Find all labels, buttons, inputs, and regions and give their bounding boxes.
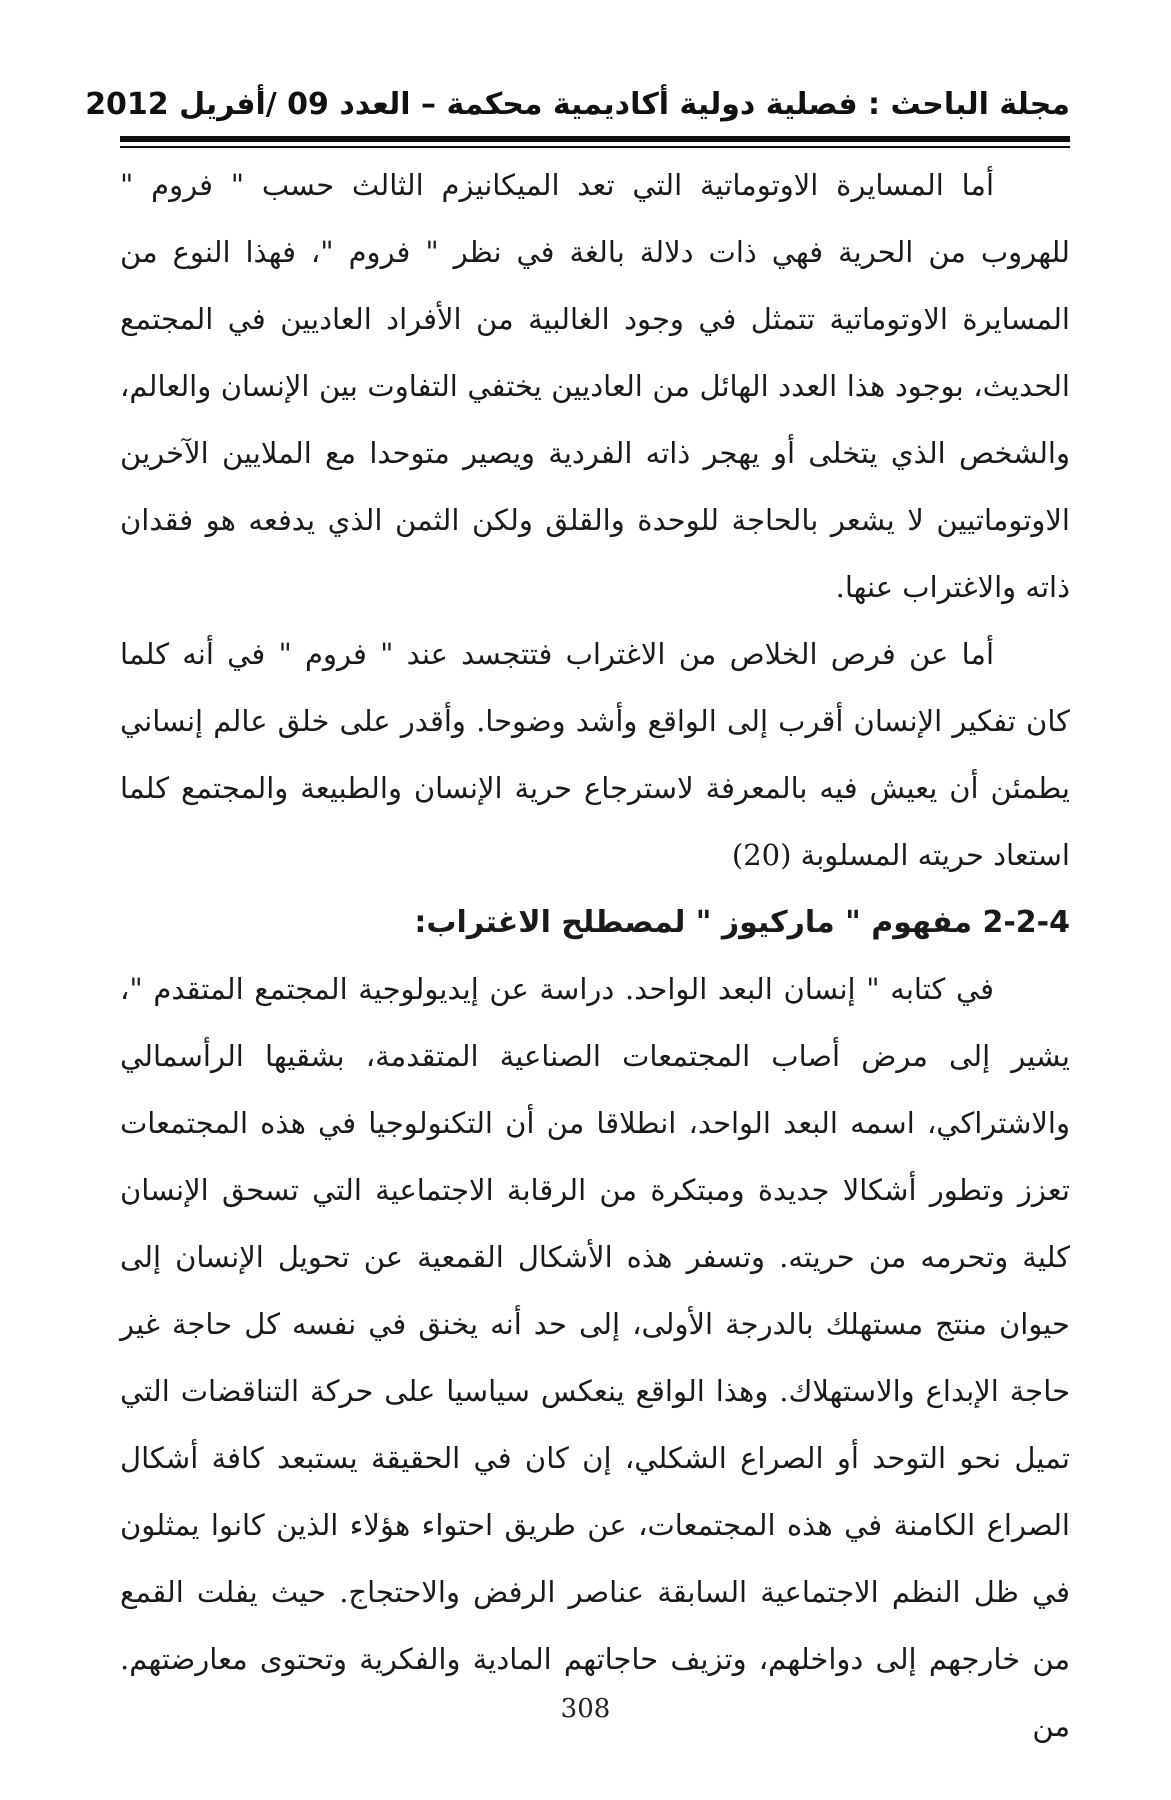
- article-body: [120, 152, 1070, 1760]
- paragraph-escape-from-alienation: أما عن فرص الخلاص من الاغتراب فتتجسد عند " فروم " في أنه كلما كان تفكير الإنسان أقرب إلى الواقع وأشد وضوحا. وأقدر على خلق عالم إنساني يطمئن أن يعيش فيه بالمعرفة لاسترجاع حرية الإنسان والطبيعة والمجتمع كلما استعاد حريته المسلوبة (20): [120, 637, 1070, 872]
- journal-header: مجلة الباحث : فصلية دولية أكاديمية محكمة – العدد 09 /أفريل 2012: [85, 87, 1070, 122]
- section-heading-marcuse: 2-2-4 مفهوم " ماركيوز " لمصطلح الاغتراب:: [414, 905, 1070, 940]
- paragraph-automatic-conformity: أما المسايرة الاوتوماتية التي تعد الميكانيزم الثالث حسب " فروم " للهروب من الحرية فهي ذات دلالة بالغة في نظر " فروم "، فهذا النوع من المسايرة الاوتوماتية تتمثل في وجود الغالبية من الأفراد العاديين في المجتمع الحديث، بوجود هذا العدد الهائل من العاديين يختفي التفاوت بين الإنسان والعالم، والشخص الذي يتخلى أو يهجر ذاته الفردية ويصير متوحدا مع الملايين الآخرين الاوتوماتيين لا يشعر بالحاجة للوحدة والقلق ولكن الثمن الذي يدفعه هو فقدان ذاته والاغتراب عنها.: [120, 168, 1070, 604]
- header-rule-thin: [120, 146, 1070, 148]
- header-rule-thick: [120, 136, 1070, 142]
- page-number: 308: [560, 1694, 611, 1724]
- paragraph-one-dimensional-man: في كتابه " إنسان البعد الواحد. دراسة عن إيديولوجية المجتمع المتقدم "، يشير إلى مرض أصاب المجتمعات الصناعية المتقدمة، بشقيها الرأسمالي والاشتراكي، اسمه البعد الواحد، انطلاقا من أن التكنولوجيا في هذه المجتمعات تعزز وتطور أشكالا جديدة ومبتكرة من الرقابة الاجتماعية التي تسحق الإنسان كلية وتحرمه من حريته. وتسفر هذه الأشكال القمعية عن تحويل الإنسان إلى حيوان منتج مستهلك بالدرجة الأولى، إلى حد أنه يخنق في نفسه كل حاجة غير حاجة الإبداع والاستهلاك. وهذا الواقع ينعكس سياسيا على حركة التناقضات التي تميل نحو التوحد أو الصراع الشكلي، إن كان في الحقيقة يستبعد كافة أشكال الصراع الكامنة في هذه المجتمعات، عن طريق احتواء هؤلاء الذين كانوا يمثلون في ظل النظم الاجتماعية السابقة عناصر الرفض والاحتجاج. حيث يفلت القمع من خارجهم إلى دواخلهم، وتزيف حاجاتهم المادية والفكرية وتحتوى معارضتهم. من: [120, 972, 1070, 1743]
